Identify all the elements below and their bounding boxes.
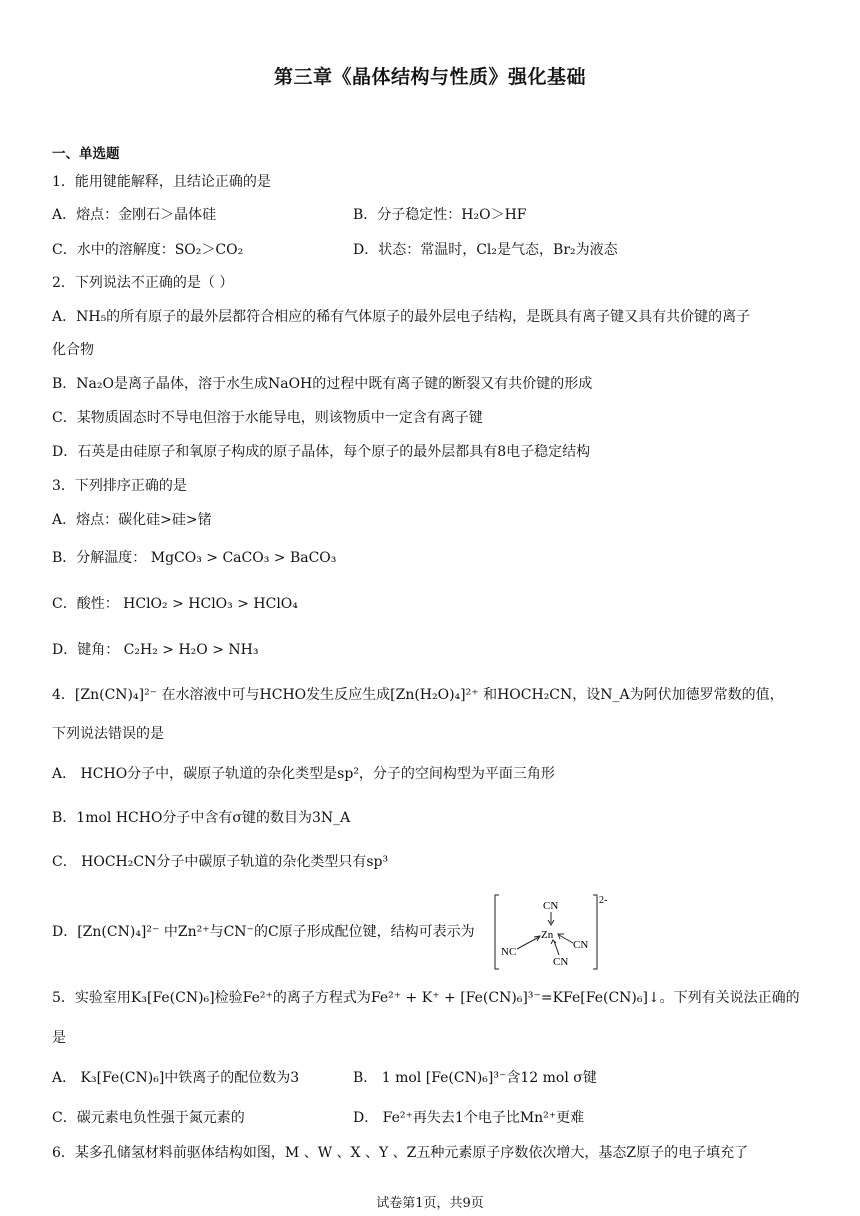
q6-stem: 6．某多孔储氢材料前驱体结构如图，M 、W 、X 、Y 、Z五种元素原子序数依次增大，基态Z原子的电子填充了 [52,1145,749,1161]
q5-stem: 5．实验室用K₃[Fe(CN)₆]检验Fe²⁺的离子方程式为Fe²⁺ + K⁺ + [Fe(CN)₆]³⁻=KFe[Fe(CN)₆]↓。下列有关说法正确的 [52,990,800,1006]
struct-left-ligand: NC [501,946,517,958]
q5-option-d: D． Fe²⁺再失去1个电子比Mn²⁺更难 [353,1110,585,1126]
q1-option-b: B．分子稳定性：H₂O＞HF [353,207,527,223]
q4-option-c: C． HOCH₂CN分子中碳原子轨道的杂化类型只有sp³ [52,854,389,870]
page-footer: 试卷第1页，共9页 [376,1196,484,1211]
page-title: 第三章《晶体结构与性质》强化基础 [273,66,586,88]
q2-stem: 2．下列说法不正确的是（ ） [52,275,234,291]
struct-top-ligand: CN [543,900,559,912]
q3-stem: 3．下列排序正确的是 [52,478,187,494]
q5-option-a: A． K₃[Fe(CN)₆]中铁离子的配位数为3 [52,1070,300,1086]
q4-option-a: A． HCHO分子中，碳原子轨道的杂化类型是sp²，分子的空间构型为平面三角形 [52,766,555,782]
struct-charge: 2- [599,895,608,906]
q1-option-d: D．状态：常温时，Cl₂是气态，Br₂为液态 [353,242,618,258]
q2-option-b: B．Na₂O是离子晶体，溶于水生成NaOH的过程中既有离子键的断裂又有共价键的形成 [52,376,593,392]
q2-option-c: C．某物质固态时不导电但溶于水能导电，则该物质中一定含有离子键 [52,410,483,426]
q5-option-c: C．碳元素电负性强于氮元素的 [52,1110,245,1126]
zn-cn4-structure-diagram [493,893,611,973]
q1-option-c: C．水中的溶解度：SO₂＞CO₂ [52,242,244,258]
q3-option-a: A．熔点：碳化硅>硅>锗 [52,512,212,528]
q3-option-b: B．分解温度： MgCO₃ > CaCO₃ > BaCO₃ [52,550,337,566]
q4-stem: 4．[Zn(CN)₄]²⁻ 在水溶液中可与HCHO发生反应生成[Zn(H₂O)₄]²⁺ 和HOCH₂CN，设N_A为阿伏加德罗常数的值， [52,687,784,703]
q1-stem: 1．能用键能解释，且结论正确的是 [52,174,271,190]
struct-bottom-ligand: CN [553,956,569,968]
q2-option-d: D．石英是由硅原子和氧原子构成的原子晶体，每个原子的最外层都具有8电子稳定结构 [52,444,591,460]
q3-option-d: D．键角： C₂H₂ > H₂O > NH₃ [52,642,259,658]
q4-option-d: D．[Zn(CN)₄]²⁻ 中Zn²⁺与CN⁻的C原子形成配位键，结构可表示为 [52,924,475,940]
q2-option-a-cont: 化合物 [52,342,94,358]
q2-option-a: A．NH₅的所有原子的最外层都符合相应的稀有气体原子的最外层电子结构，是既具有离子键又具有共价键的离子 [52,309,751,325]
q5-option-b: B． 1 mol [Fe(CN)₆]³⁻含12 mol σ键 [353,1070,597,1086]
q3-option-c: C．酸性： HClO₂ > HClO₃ > HClO₄ [52,596,298,612]
q1-option-a: A．熔点：金刚石＞晶体硅 [52,207,217,223]
struct-right-ligand: CN [573,939,589,951]
q4-option-b: B．1mol HCHO分子中含有σ键的数目为3N_A [52,810,351,826]
q5-stem-cont: 是 [52,1030,66,1046]
struct-center-atom: Zn [541,929,554,941]
q4-stem-cont: 下列说法错误的是 [52,726,164,742]
section-heading: 一、单选题 [52,146,120,162]
